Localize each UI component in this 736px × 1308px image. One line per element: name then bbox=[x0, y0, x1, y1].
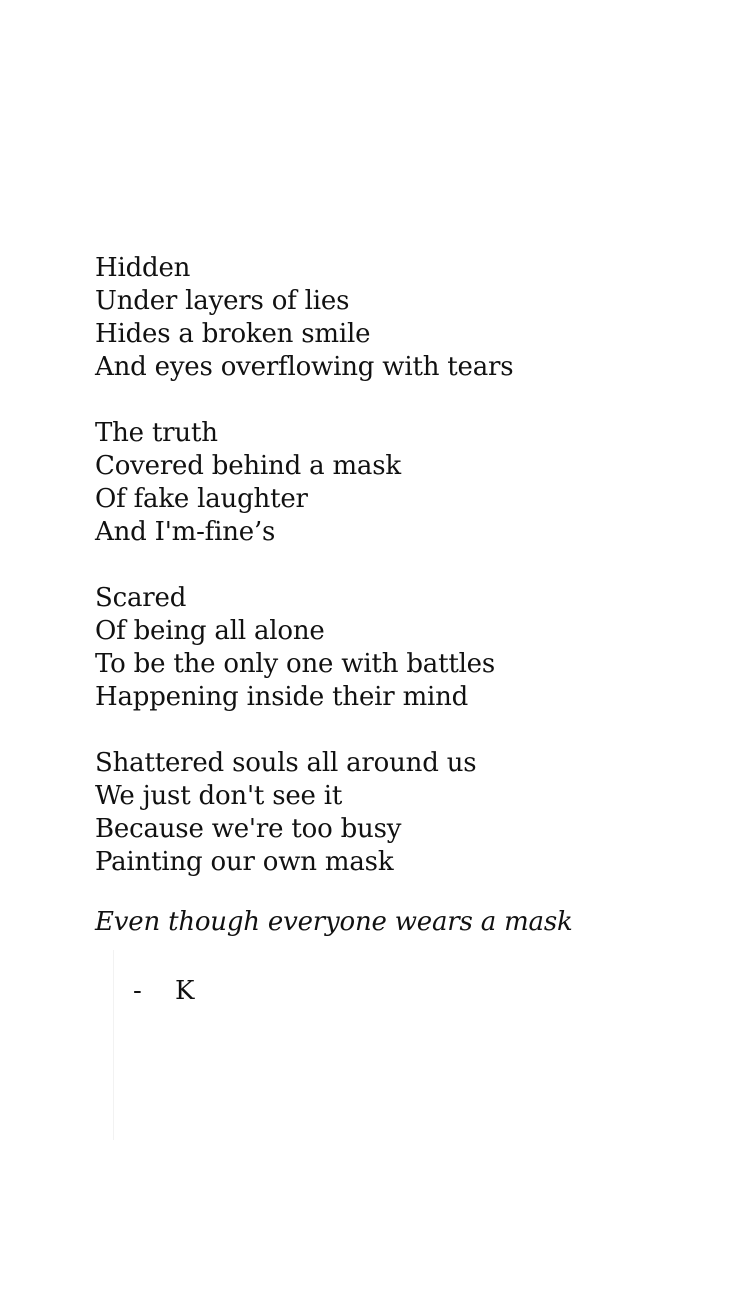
stanza-3 bbox=[95, 582, 655, 714]
poem-line: The truth bbox=[95, 418, 218, 448]
poem-line: Under layers of lies bbox=[95, 286, 350, 316]
stanza-4 bbox=[95, 747, 655, 879]
poem-line: Of being all alone bbox=[95, 616, 325, 646]
poem-line: Painting our own mask bbox=[95, 847, 394, 877]
poem-line: Hidden bbox=[95, 253, 191, 283]
poem-line: Of fake laughter bbox=[95, 484, 308, 514]
poem-line: And I'm-fine’s bbox=[95, 517, 276, 547]
signature-initial: K bbox=[175, 976, 195, 1006]
poem-line: Because we're too busy bbox=[95, 814, 402, 844]
poem-line: Shattered souls all around us bbox=[95, 748, 477, 778]
poem-line: Covered behind a mask bbox=[95, 451, 401, 481]
poem-line: Hides a broken smile bbox=[95, 319, 371, 349]
signature bbox=[133, 975, 194, 1008]
poem-line: Happening inside their mind bbox=[95, 682, 469, 712]
faint-divider bbox=[113, 950, 114, 1140]
poem-line: And eyes overflowing with tears bbox=[95, 352, 514, 382]
poem-line: To be the only one with battles bbox=[95, 649, 496, 679]
stanza-2 bbox=[95, 417, 655, 549]
stanza-1 bbox=[95, 252, 655, 384]
poem-line: Scared bbox=[95, 583, 187, 613]
poem-body bbox=[95, 252, 655, 939]
poem-line: We just don't see it bbox=[95, 781, 343, 811]
closing-line: Even though everyone wears a mask bbox=[95, 907, 573, 937]
signature-dash: - bbox=[133, 976, 142, 1006]
